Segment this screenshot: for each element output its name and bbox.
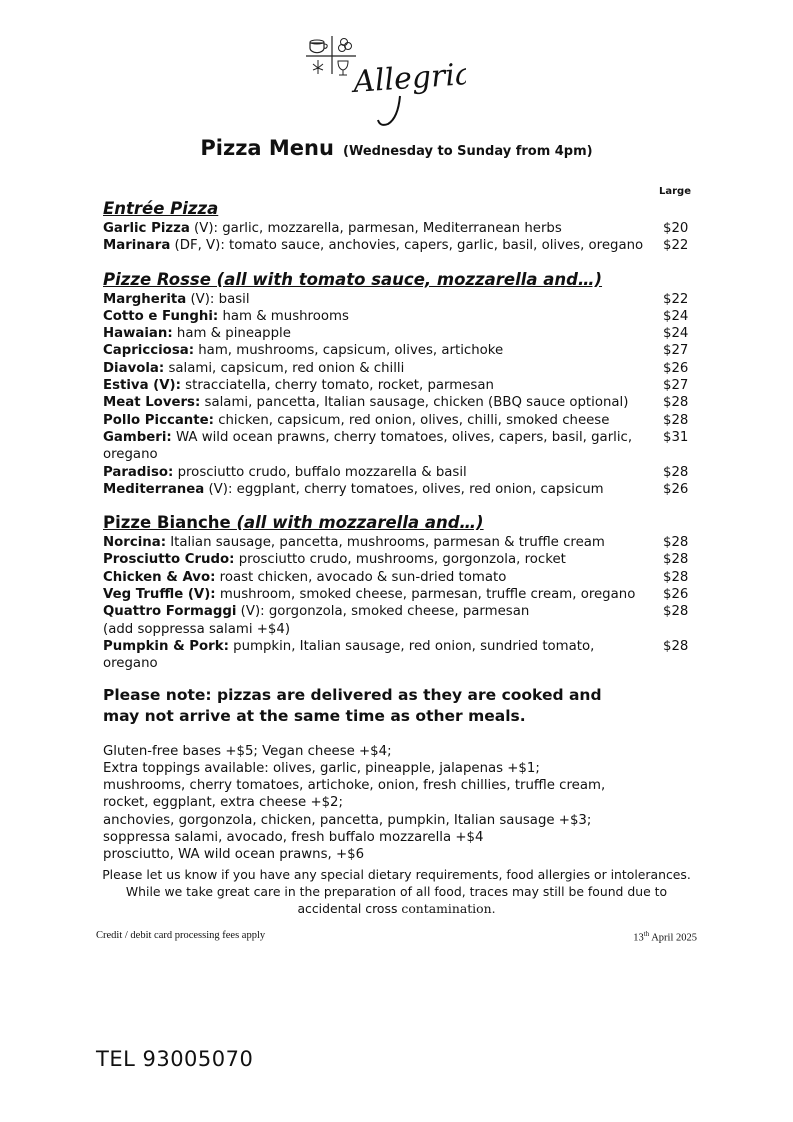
menu-item (103, 603, 703, 620)
item-description (103, 429, 663, 464)
item-ingredients: (V): gorgonzola, smoked cheese, parmesan (236, 604, 530, 620)
extras-line: mushrooms, cherry tomatoes, artichoke, onion, fresh chillies, truffle cream, (103, 778, 606, 794)
menu-date (633, 930, 697, 944)
item-ingredients: (V): basil (186, 291, 250, 307)
item-ingredients: prosciutto crudo, buffalo mozzarella & basil (173, 464, 467, 480)
menu-body (103, 184, 703, 864)
menu-item (103, 360, 703, 377)
item-name: Norcina: (103, 535, 167, 551)
item-name: Veg Truffle (V): (103, 587, 216, 603)
item-price: $24 (663, 308, 689, 324)
item-price: $28 (663, 569, 689, 585)
item-list (103, 220, 703, 255)
item-name: Cotto e Funghi: (103, 308, 219, 324)
item-name: Garlic Pizza (103, 221, 190, 236)
section-title-lead: Pizze Bianche (103, 513, 237, 533)
brand-wordmark: Allegria (352, 56, 466, 100)
menu-item (103, 291, 703, 308)
menu-item (103, 586, 703, 603)
item-ingredients: Italian sausage, pancetta, mushrooms, parmesan & truffle cream (166, 535, 605, 551)
item-price: $27 (663, 378, 689, 394)
item-description (103, 551, 663, 568)
menu-item (103, 429, 703, 464)
menu-item (103, 569, 703, 586)
dietary-line: While we take great care in the preparation of all food, traces may still be found due to (125, 884, 668, 899)
menu-item (103, 551, 703, 568)
item-description (103, 481, 663, 498)
menu-item (103, 308, 703, 325)
item-name: Paradiso: (103, 464, 174, 480)
menu-item (103, 220, 703, 237)
item-list (103, 291, 703, 499)
item-ingredients: pumpkin, Italian sausage, red onion, sundried tomato, oregano (103, 638, 595, 672)
date-suffix: th (643, 930, 650, 938)
menu-item (103, 412, 703, 429)
item-name: Marinara (103, 238, 171, 254)
item-description (103, 377, 663, 394)
item-name: Capricciosa: (103, 343, 195, 359)
extras-line: soppressa salami, avocado, fresh buffalo mozzarella +$4 (103, 830, 484, 846)
menu-item (103, 237, 703, 254)
item-description (103, 586, 663, 603)
item-ingredients: ham, mushrooms, capsicum, olives, artichoke (194, 343, 504, 359)
card-fee-note: Credit / debit card processing fees apply (96, 930, 266, 941)
item-list (103, 534, 703, 672)
item-price: $28 (663, 604, 689, 620)
item-price: $20 (663, 221, 689, 236)
section-entree (103, 198, 703, 255)
item-description (103, 237, 663, 254)
menu-item (103, 621, 703, 638)
item-description (103, 360, 663, 377)
extras-line: Gluten-free bases +$5; Vegan cheese +$4; (103, 743, 392, 759)
item-name: Margherita (103, 291, 187, 307)
item-name: Pumpkin & Pork: (103, 638, 229, 654)
section-title-note: (all with mozzarella and…) (236, 513, 484, 533)
item-price: $26 (663, 481, 689, 497)
date-rest: April 2025 (649, 932, 697, 944)
item-name: Estiva (V): (103, 378, 181, 394)
item-ingredients: (V): garlic, mozzarella, parmesan, Mediterranean herbs (189, 221, 562, 236)
item-name: Prosciutto Crudo: (103, 552, 235, 568)
dietary-line-start: accidental cross (297, 901, 402, 916)
section-title: Pizze Rosse (all with tomato sauce, mozzarella and…) (103, 269, 603, 289)
section-title: Entrée Pizza (103, 199, 219, 218)
item-ingredients: chicken, capsicum, red onion, olives, chilli, smoked cheese (213, 412, 610, 428)
item-description (103, 464, 663, 481)
menu-item (103, 464, 703, 481)
item-price: $26 (663, 587, 689, 603)
item-price: $24 (663, 326, 689, 342)
item-price: $31 (663, 429, 689, 445)
item-ingredients: mushroom, smoked cheese, parmesan, truffle cream, oregano (215, 587, 636, 603)
item-name: Chicken & Avo: (103, 569, 216, 585)
item-ingredients: ham & mushrooms (218, 308, 349, 324)
item-description (103, 569, 663, 586)
extras-line: Extra toppings available: olives, garlic, pineapple, jalapenas +$1; (103, 760, 540, 776)
menu-item (103, 325, 703, 342)
item-description (103, 342, 663, 359)
item-price: $22 (663, 238, 689, 254)
page-title: Pizza Menu (200, 136, 334, 160)
item-ingredients: roast chicken, avocado & sun-dried tomato (215, 569, 507, 585)
item-ingredients: (add soppressa salami +$4) (103, 621, 291, 637)
item-ingredients: salami, pancetta, Italian sausage, chicken (BBQ sauce optional) (200, 395, 629, 411)
item-price: $28 (663, 464, 689, 480)
item-description (103, 325, 663, 342)
menu-item (103, 534, 703, 551)
dietary-line: Please let us know if you have any special dietary requirements, food allergies or intolerances. (102, 867, 691, 882)
extras-line: anchovies, gorgonzola, chicken, pancetta, pumpkin, Italian sausage +$3; (103, 812, 592, 828)
menu-item (103, 342, 703, 359)
telephone-number: TEL 93005070 (96, 1047, 254, 1071)
item-ingredients: ham & pineapple (172, 326, 291, 342)
extras-list (103, 743, 703, 864)
item-description (103, 412, 663, 429)
section-pizze-rosse (103, 269, 703, 499)
item-ingredients: prosciutto crudo, mushrooms, gorgonzola, rocket (234, 552, 566, 568)
item-description (103, 220, 663, 237)
item-name: Quattro Formaggi (103, 604, 237, 620)
item-description (103, 603, 663, 620)
item-ingredients: stracciatella, cherry tomato, rocket, parmesan (180, 378, 494, 394)
delivery-notice: Please note: pizzas are delivered as they are cooked and may not arrive at the same time as other meals. (103, 685, 602, 725)
item-ingredients: (V): eggplant, cherry tomatoes, olives, red onion, capsicum (204, 481, 604, 497)
item-description (103, 308, 663, 325)
item-description (103, 638, 663, 673)
allegria-logo (304, 34, 466, 134)
dietary-line (0, 900, 793, 917)
item-ingredients: WA wild ocean prawns, cherry tomatoes, olives, capers, basil, garlic, oregano (103, 429, 633, 463)
item-name: Pollo Piccante: (103, 412, 214, 428)
item-name: Meat Lovers: (103, 395, 201, 411)
item-price: $28 (663, 535, 689, 551)
item-name: Hawaian: (103, 326, 173, 342)
dietary-line-end: contamination. (401, 901, 496, 916)
item-description (103, 621, 663, 638)
extras-line: rocket, eggplant, extra cheese +$2; (103, 795, 343, 811)
item-price: $28 (663, 552, 689, 568)
extras-line: prosciutto, WA wild ocean prawns, +$6 (103, 847, 365, 863)
dietary-notice (0, 866, 793, 917)
date-day: 13 (633, 932, 644, 944)
item-price: $28 (663, 412, 689, 428)
item-name: Gamberi: (103, 429, 172, 445)
item-price (663, 621, 703, 638)
menu-item (103, 377, 703, 394)
item-price: $22 (663, 291, 689, 307)
menu-item (103, 481, 703, 498)
section-title (103, 512, 703, 534)
item-description (103, 291, 663, 308)
item-description (103, 534, 663, 551)
item-description (103, 394, 663, 411)
item-price: $28 (663, 638, 689, 654)
item-name: Mediterranea (103, 481, 205, 497)
item-price: $28 (663, 395, 689, 411)
menu-title-block (0, 136, 793, 160)
item-price: $27 (663, 343, 689, 359)
item-name: Diavola: (103, 360, 165, 376)
item-price: $26 (663, 360, 689, 376)
menu-item (103, 638, 703, 673)
section-pizze-bianche (103, 512, 703, 672)
menu-item (103, 394, 703, 411)
item-ingredients: (DF, V): tomato sauce, anchovies, capers, garlic, basil, olives, oregano (170, 238, 644, 254)
page-subtitle: (Wednesday to Sunday from 4pm) (343, 144, 593, 159)
price-column-header: Large (659, 186, 691, 197)
item-ingredients: salami, capsicum, red onion & chilli (164, 360, 405, 376)
